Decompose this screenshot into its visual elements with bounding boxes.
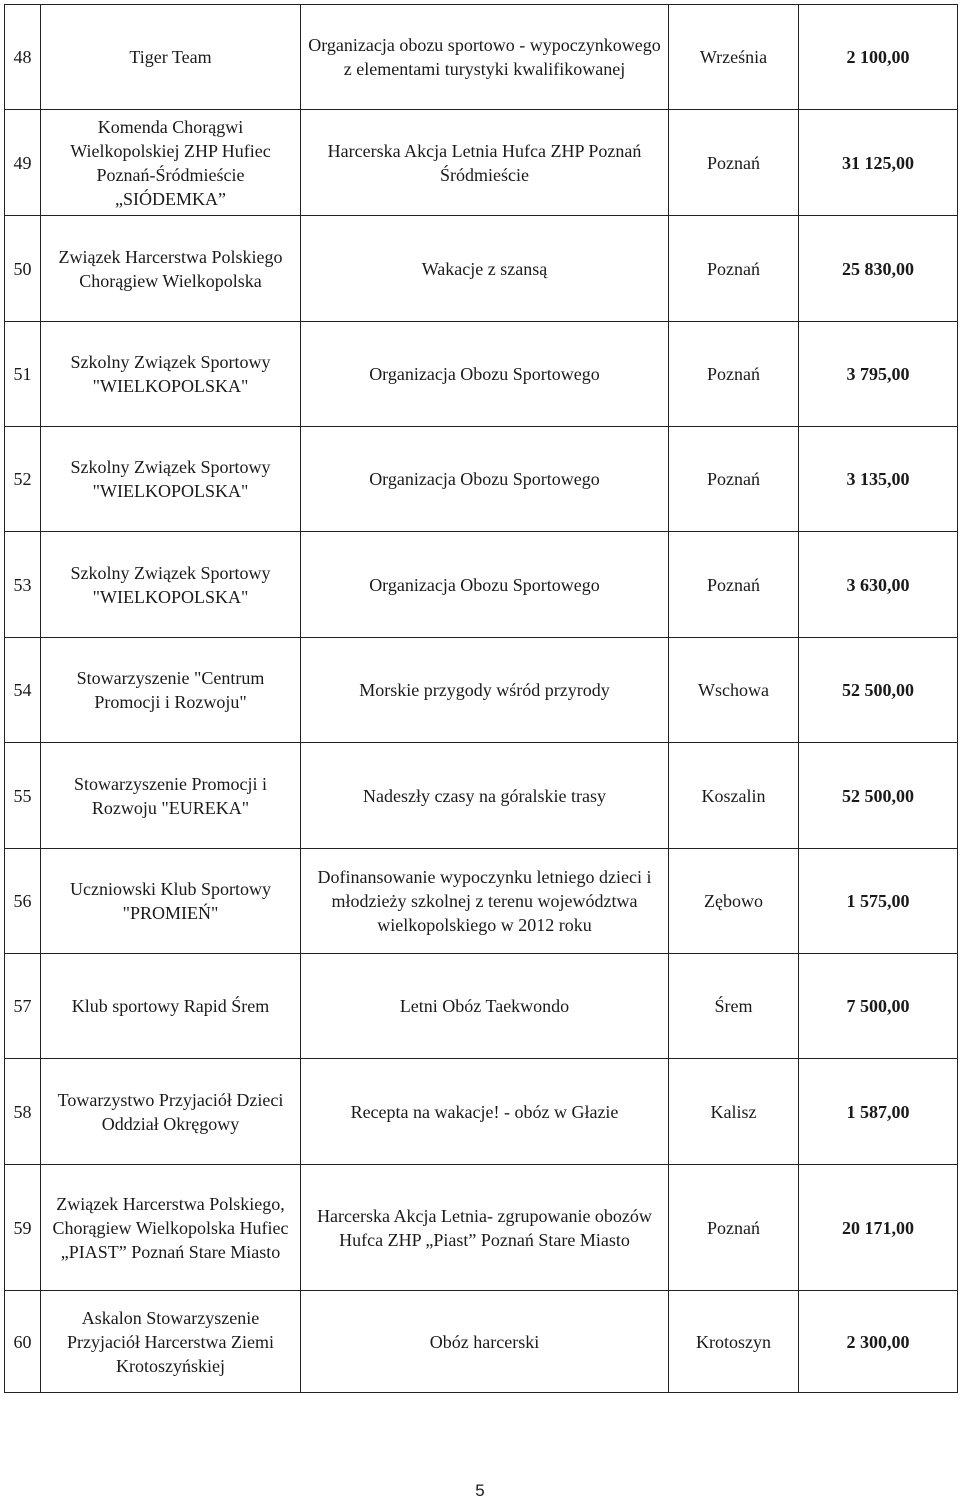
table-row xyxy=(5,5,958,110)
table-row xyxy=(5,216,958,322)
row-number: 49 xyxy=(5,110,41,216)
place-cell: Września xyxy=(669,5,799,110)
place-cell: Poznań xyxy=(669,532,799,638)
row-number: 50 xyxy=(5,216,41,322)
row-number: 52 xyxy=(5,427,41,532)
row-number: 57 xyxy=(5,954,41,1059)
table-row xyxy=(5,954,958,1059)
row-number: 59 xyxy=(5,1165,41,1291)
place-cell: Koszalin xyxy=(669,743,799,849)
task-cell: Morskie przygody wśród przyrody xyxy=(301,638,669,743)
organization-cell: Towarzystwo Przyjaciół Dzieci Oddział Okręgowy xyxy=(41,1059,301,1165)
table-row xyxy=(5,427,958,532)
task-cell: Dofinansowanie wypoczynku letniego dzieci i młodzieży szkolnej z terenu województwa wielkopolskiego w 2012 roku xyxy=(301,849,669,954)
organization-cell: Klub sportowy Rapid Śrem xyxy=(41,954,301,1059)
row-number: 54 xyxy=(5,638,41,743)
organization-cell: Związek Harcerstwa Polskiego, Chorągiew Wielkopolska Hufiec „PIAST” Poznań Stare Miasto xyxy=(41,1165,301,1291)
table-row xyxy=(5,1059,958,1165)
task-cell: Harcerska Akcja Letnia Hufca ZHP Poznań Śródmieście xyxy=(301,110,669,216)
task-cell: Obóz harcerski xyxy=(301,1291,669,1393)
amount-cell: 31 125,00 xyxy=(799,110,958,216)
grants-table xyxy=(4,4,958,1393)
place-cell: Zębowo xyxy=(669,849,799,954)
task-cell: Harcerska Akcja Letnia- zgrupowanie obozów Hufca ZHP „Piast” Poznań Stare Miasto xyxy=(301,1165,669,1291)
amount-cell: 3 135,00 xyxy=(799,427,958,532)
amount-cell: 2 100,00 xyxy=(799,5,958,110)
organization-cell: Komenda Chorągwi Wielkopolskiej ZHP Hufiec Poznań-Śródmieście „SIÓDEMKA” xyxy=(41,110,301,216)
table-row xyxy=(5,638,958,743)
amount-cell: 3 795,00 xyxy=(799,322,958,427)
amount-cell: 52 500,00 xyxy=(799,743,958,849)
amount-cell: 52 500,00 xyxy=(799,638,958,743)
task-cell: Wakacje z szansą xyxy=(301,216,669,322)
place-cell: Poznań xyxy=(669,322,799,427)
amount-cell: 20 171,00 xyxy=(799,1165,958,1291)
table-row xyxy=(5,532,958,638)
organization-cell: Tiger Team xyxy=(41,5,301,110)
amount-cell: 25 830,00 xyxy=(799,216,958,322)
organization-cell: Uczniowski Klub Sportowy "PROMIEŃ" xyxy=(41,849,301,954)
task-cell: Organizacja Obozu Sportowego xyxy=(301,427,669,532)
row-number: 48 xyxy=(5,5,41,110)
place-cell: Śrem xyxy=(669,954,799,1059)
table-row xyxy=(5,110,958,216)
amount-cell: 1 575,00 xyxy=(799,849,958,954)
place-cell: Poznań xyxy=(669,427,799,532)
organization-cell: Szkolny Związek Sportowy "WIELKOPOLSKA" xyxy=(41,322,301,427)
table-row xyxy=(5,849,958,954)
organization-cell: Szkolny Związek Sportowy "WIELKOPOLSKA" xyxy=(41,427,301,532)
place-cell: Wschowa xyxy=(669,638,799,743)
row-number: 53 xyxy=(5,532,41,638)
amount-cell: 7 500,00 xyxy=(799,954,958,1059)
table-row xyxy=(5,1291,958,1393)
task-cell: Organizacja Obozu Sportowego xyxy=(301,532,669,638)
task-cell: Recepta na wakacje! - obóz w Głazie xyxy=(301,1059,669,1165)
task-cell: Nadeszły czasy na góralskie trasy xyxy=(301,743,669,849)
organization-cell: Stowarzyszenie Promocji i Rozwoju "EUREKA" xyxy=(41,743,301,849)
task-cell: Letni Obóz Taekwondo xyxy=(301,954,669,1059)
table-row xyxy=(5,743,958,849)
table-row xyxy=(5,1165,958,1291)
amount-cell: 2 300,00 xyxy=(799,1291,958,1393)
place-cell: Kalisz xyxy=(669,1059,799,1165)
place-cell: Poznań xyxy=(669,1165,799,1291)
task-cell: Organizacja obozu sportowo - wypoczynkowego z elementami turystyki kwalifikowanej xyxy=(301,5,669,110)
amount-cell: 3 630,00 xyxy=(799,532,958,638)
row-number: 55 xyxy=(5,743,41,849)
place-cell: Poznań xyxy=(669,216,799,322)
row-number: 58 xyxy=(5,1059,41,1165)
task-cell: Organizacja Obozu Sportowego xyxy=(301,322,669,427)
place-cell: Poznań xyxy=(669,110,799,216)
organization-cell: Szkolny Związek Sportowy "WIELKOPOLSKA" xyxy=(41,532,301,638)
row-number: 60 xyxy=(5,1291,41,1393)
place-cell: Krotoszyn xyxy=(669,1291,799,1393)
row-number: 51 xyxy=(5,322,41,427)
table-row xyxy=(5,322,958,427)
organization-cell: Askalon Stowarzyszenie Przyjaciół Harcerstwa Ziemi Krotoszyńskiej xyxy=(41,1291,301,1393)
organization-cell: Związek Harcerstwa Polskiego Chorągiew Wielkopolska xyxy=(41,216,301,322)
amount-cell: 1 587,00 xyxy=(799,1059,958,1165)
page-number: 5 xyxy=(475,1481,485,1500)
organization-cell: Stowarzyszenie "Centrum Promocji i Rozwoju" xyxy=(41,638,301,743)
row-number: 56 xyxy=(5,849,41,954)
